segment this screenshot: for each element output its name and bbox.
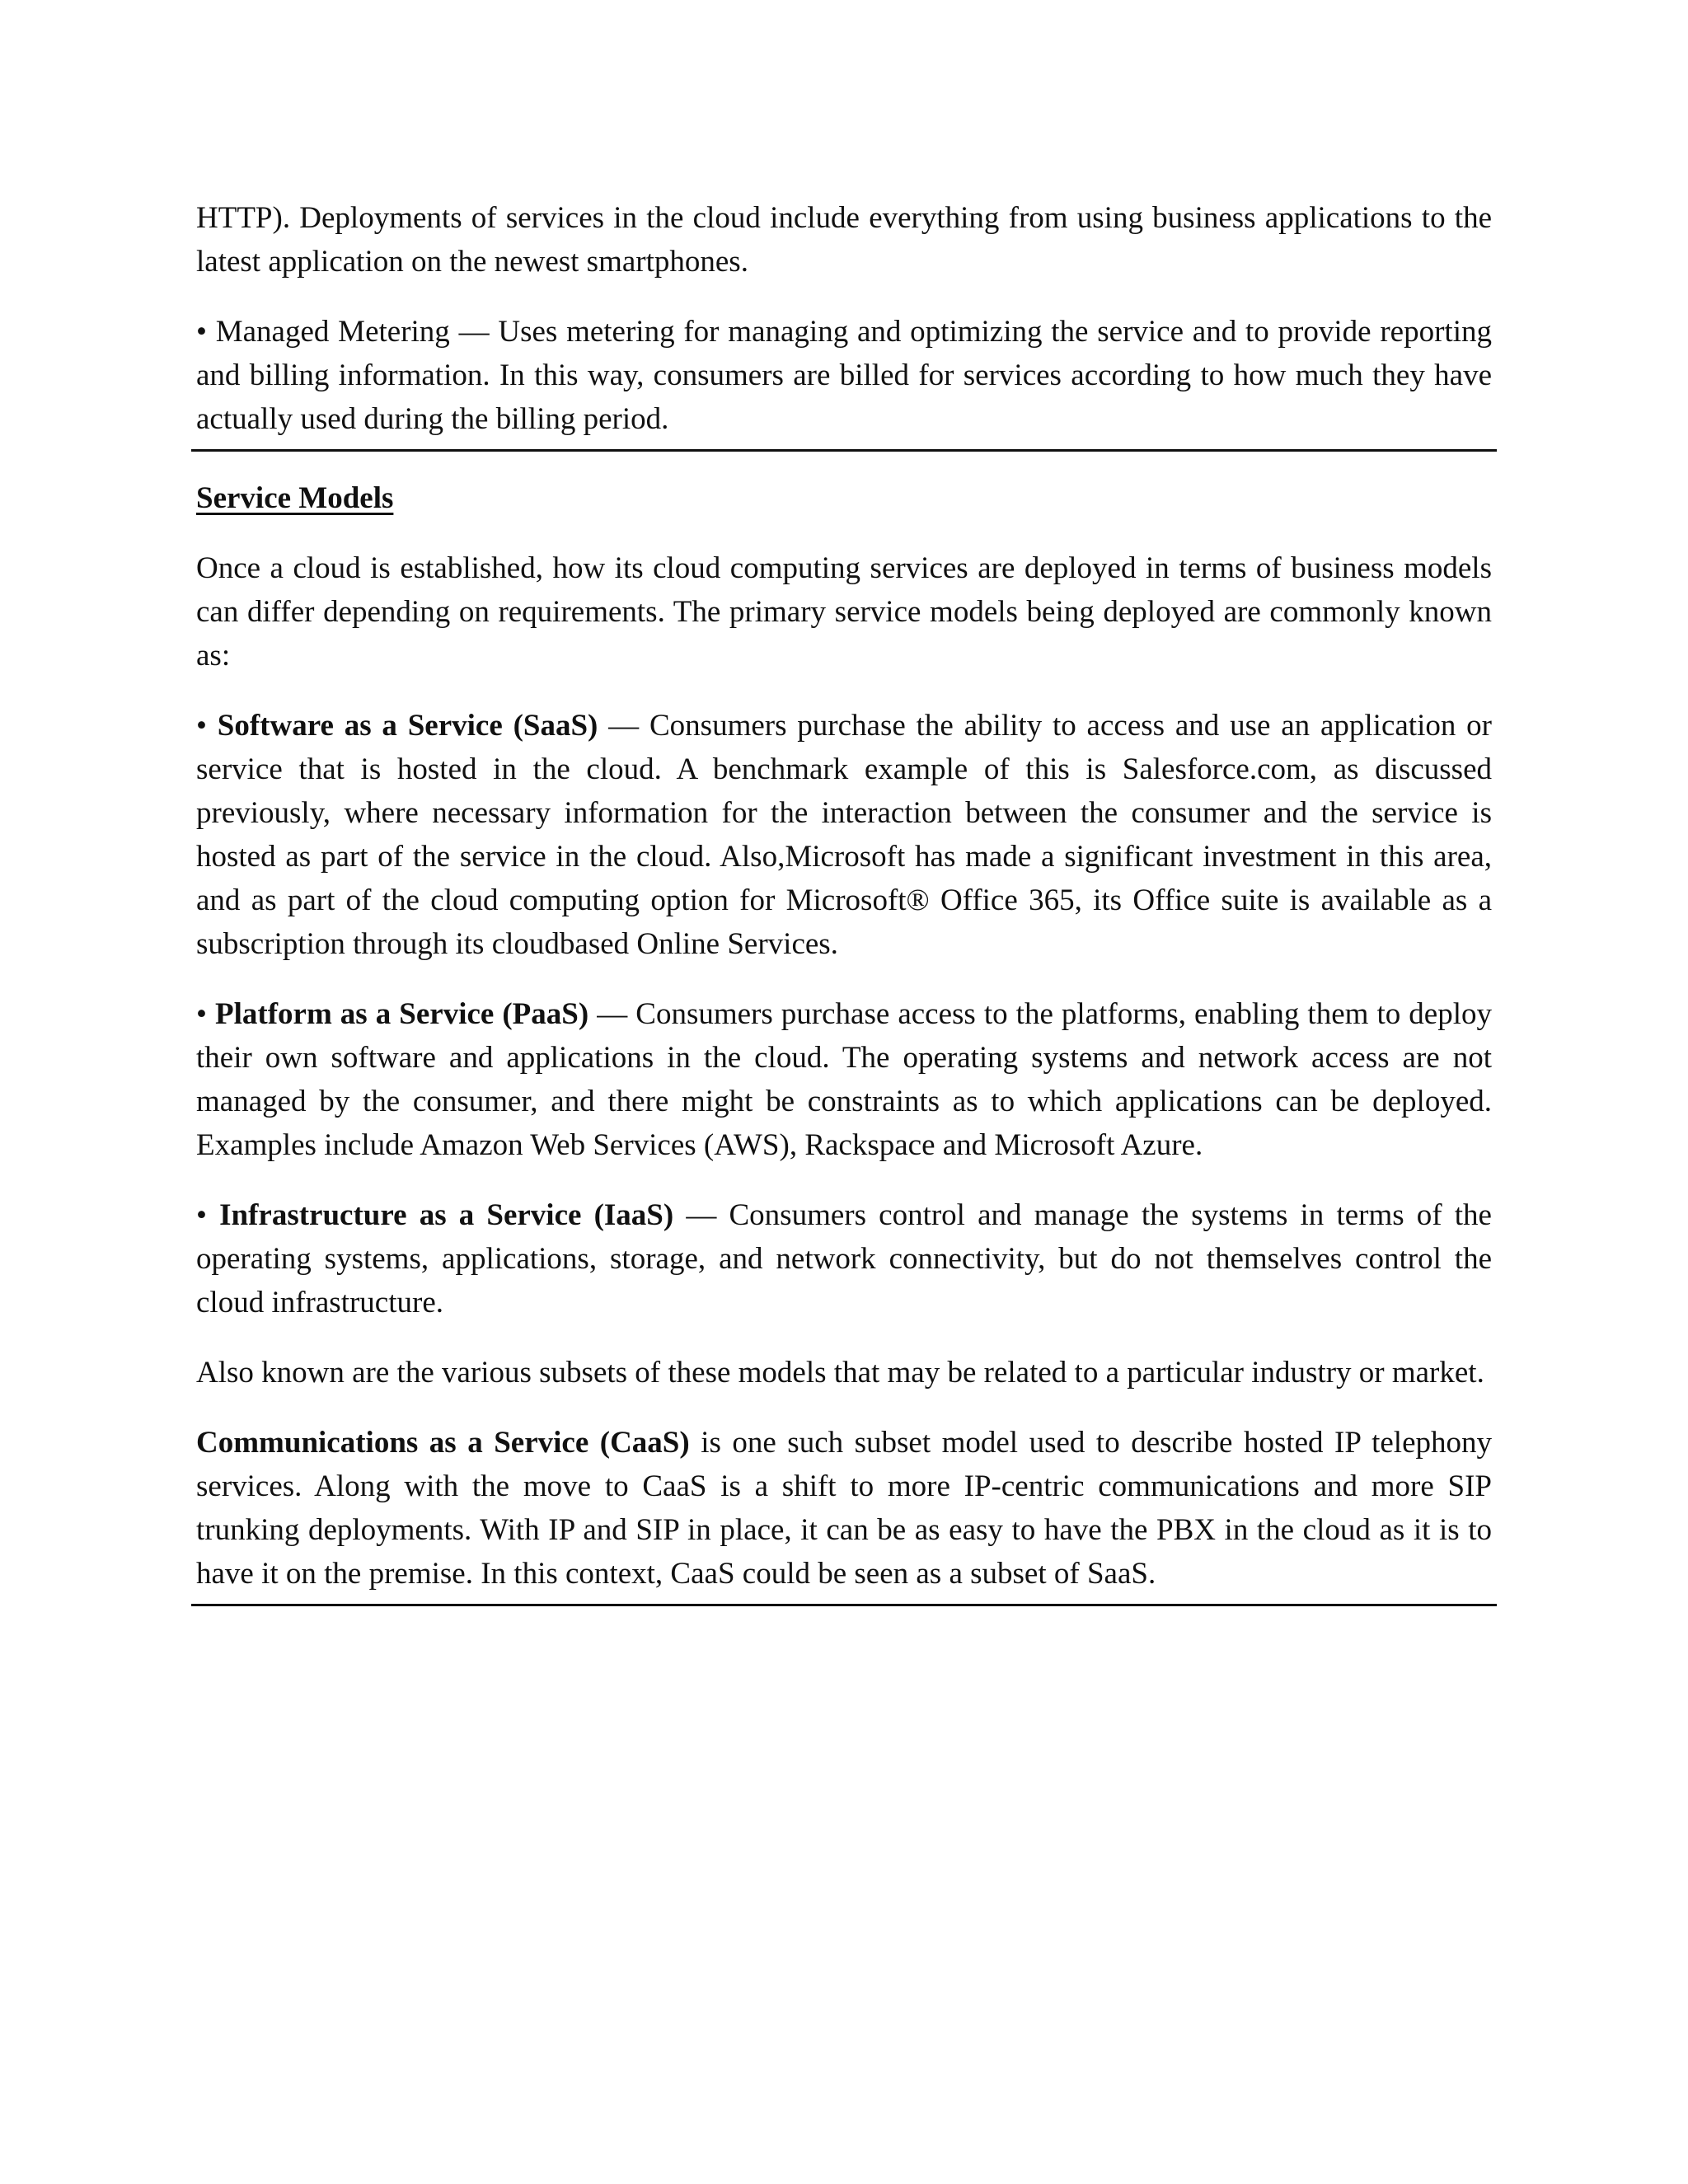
section-divider-top <box>191 449 1497 452</box>
bullet-marker: • <box>196 997 215 1031</box>
list-item-iaas <box>196 1193 1492 1324</box>
paragraph-intro: Once a cloud is established, how its cloud computing services are deployed in terms of business models can differ depending on requirements. The primary service models being deployed are commonly known as: <box>196 551 1492 673</box>
term-iaas: Infrastructure as a Service (IaaS) <box>219 1198 674 1232</box>
section-heading: Service Models <box>196 481 394 515</box>
term-paas: Platform as a Service (PaaS) <box>215 997 589 1031</box>
term-caas: Communications as a Service (CaaS) <box>196 1426 690 1460</box>
paragraph-caas <box>196 1421 1492 1596</box>
list-item-saas <box>196 704 1492 966</box>
document-page <box>196 196 1492 1606</box>
list-item-paas <box>196 992 1492 1167</box>
paragraph-http-deployments: HTTP). Deployments of services in the cloud include everything from using business applications to the latest application on the newest smartphones. <box>196 201 1492 279</box>
description-caas: is one such subset model used to describe hosted IP telephony services. Along with the move to CaaS is a shift to more IP-centric communications and more SIP trunking deployments. With IP and SIP in place, it can be as easy to have the PBX in the cloud as it is to have it on the premise. In this context, CaaS could be seen as a subset of SaaS. <box>196 1426 1492 1591</box>
section-divider-bottom <box>191 1604 1497 1606</box>
paragraph-subsets: Also known are the various subsets of these models that may be related to a particular industry or market. <box>196 1356 1484 1390</box>
paragraph-managed-metering: • Managed Metering — Uses metering for managing and optimizing the service and to provide reporting and billing information. In this way, consumers are billed for services according to how much they have actually used during the billing period. <box>196 315 1492 436</box>
description-paas: — Consumers purchase access to the platforms, enabling them to deploy their own software and applications in the cloud. The operating systems and network access are not managed by the consumer, and there might be constraints as to which applications can be deployed. Examples include Amazon Web Services (AWS), Rackspace and Microsoft Azure. <box>196 997 1492 1162</box>
description-saas: — Consumers purchase the ability to access and use an application or service that is hosted in the cloud. A benchmark example of this is Salesforce.com, as discussed previously, where necessary information for the interaction between the consumer and the service is hosted as part of the service in the cloud. Also,Microsoft has made a significant investment in this area, and as part of the cloud computing option for Microsoft® Office 365, its Office suite is available as a subscription through its cloudbased Online Services. <box>196 709 1492 961</box>
description-iaas: — Consumers control and manage the systems in terms of the operating systems, applications, storage, and network connectivity, but do not themselves control the cloud infrastructure. <box>196 1198 1492 1319</box>
bullet-marker: • <box>196 1198 220 1232</box>
term-saas: Software as a Service (SaaS) <box>217 709 598 743</box>
bullet-marker: • <box>196 709 218 743</box>
